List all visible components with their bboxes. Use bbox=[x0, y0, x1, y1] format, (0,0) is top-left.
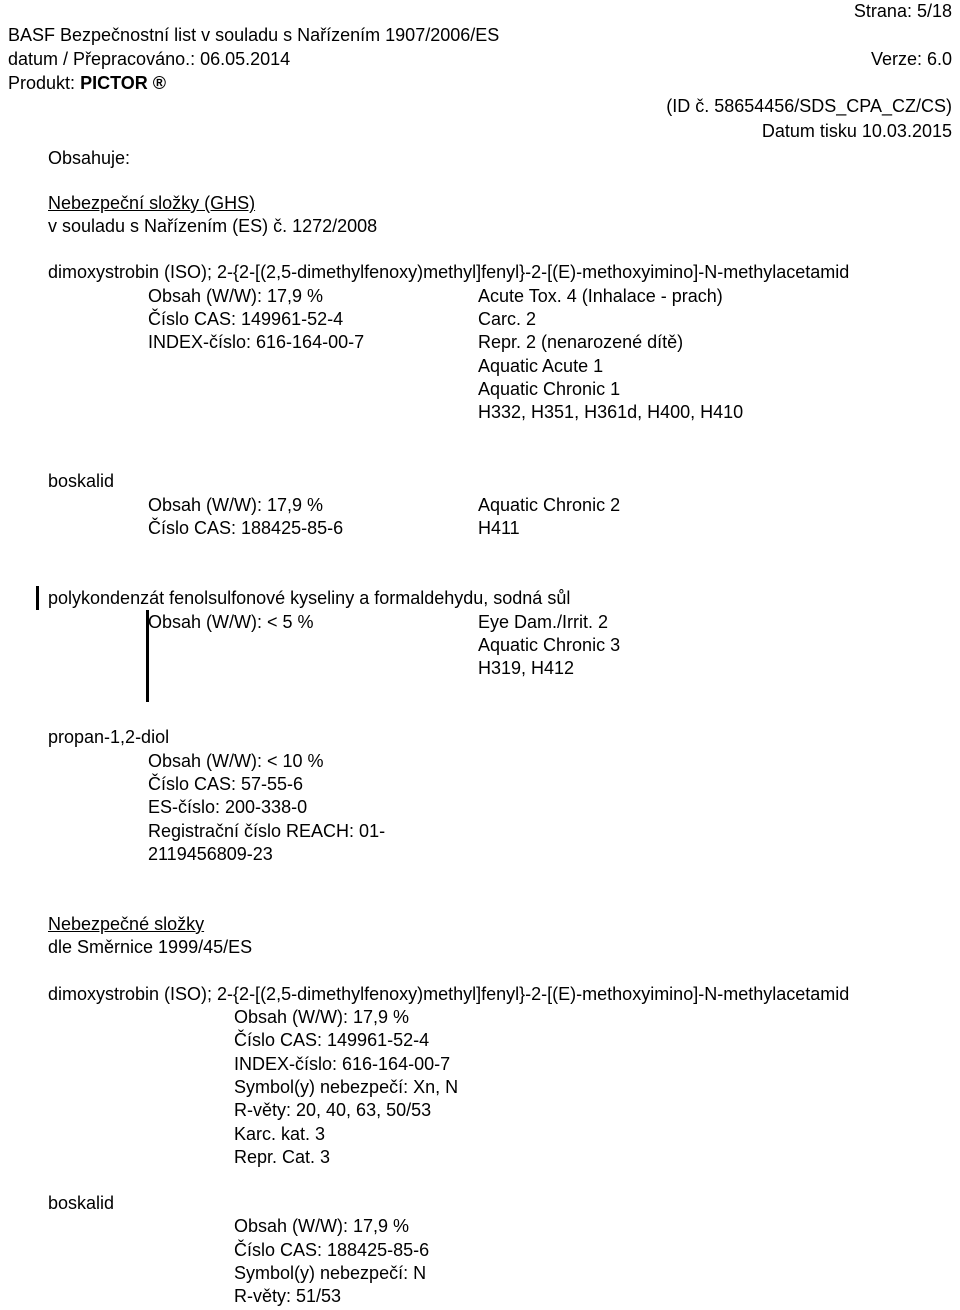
reach-number-cont: 2119456809-23 bbox=[148, 844, 273, 864]
classification: Aquatic Chronic 3 bbox=[478, 635, 621, 655]
hazard-statements: H411 bbox=[478, 518, 520, 538]
classification: Aquatic Chronic 1 bbox=[478, 379, 621, 399]
content-value: Obsah (W/W): 17,9 % bbox=[234, 1216, 410, 1236]
cas-number: Číslo CAS: 149961-52-4 bbox=[234, 1030, 430, 1050]
hazard-symbols: Symbol(y) nebezpečí: Xn, N bbox=[234, 1077, 459, 1097]
index-number: INDEX-číslo: 616-164-00-7 bbox=[234, 1054, 451, 1074]
document-id: (ID č. 58654456/SDS_CPA_CZ/CS) bbox=[666, 96, 952, 116]
hazard-statements: H332, H351, H361d, H400, H410 bbox=[478, 402, 744, 422]
substance-name: polykondenzát fenolsulfonové kyseliny a formaldehydu, sodná sůl bbox=[48, 588, 571, 608]
cas-number: Číslo CAS: 188425-85-6 bbox=[148, 518, 344, 538]
classification: Eye Dam./Irrit. 2 bbox=[478, 612, 609, 632]
cas-number: Číslo CAS: 57-55-6 bbox=[148, 774, 304, 794]
hazard-statements: H319, H412 bbox=[478, 658, 575, 678]
revision-date: datum / Přepracováno.: 06.05.2014 bbox=[8, 49, 291, 69]
hazard-symbols: Symbol(y) nebezpečí: N bbox=[234, 1263, 427, 1283]
contains-label: Obsahuje: bbox=[48, 148, 131, 168]
version: Verze: 6.0 bbox=[870, 49, 952, 69]
content-value: Obsah (W/W): 17,9 % bbox=[148, 495, 324, 515]
substance-name: boskalid bbox=[48, 1193, 115, 1213]
product bbox=[8, 72, 166, 94]
cas-number: Číslo CAS: 149961-52-4 bbox=[148, 309, 344, 329]
content-value: Obsah (W/W): 17,9 % bbox=[148, 286, 324, 306]
classification: Repr. 2 (nenarozené dítě) bbox=[478, 332, 684, 352]
repr-category: Repr. Cat. 3 bbox=[234, 1147, 331, 1167]
index-number: INDEX-číslo: 616-164-00-7 bbox=[148, 332, 365, 352]
revision-bar bbox=[36, 586, 39, 610]
product-label: Produkt: bbox=[8, 73, 76, 93]
carc-category: Karc. kat. 3 bbox=[234, 1124, 326, 1144]
content-value: Obsah (W/W): 17,9 % bbox=[234, 1007, 410, 1027]
substance-name: propan-1,2-diol bbox=[48, 727, 170, 747]
classification: Acute Tox. 4 (Inhalace - prach) bbox=[478, 286, 723, 306]
print-date: Datum tisku 10.03.2015 bbox=[761, 121, 952, 141]
classification: Aquatic Chronic 2 bbox=[478, 495, 621, 515]
content-value: Obsah (W/W): < 5 % bbox=[148, 612, 314, 632]
page-number: Strana: 5/18 bbox=[853, 1, 952, 21]
dsd-subheading: dle Směrnice 1999/45/ES bbox=[48, 937, 253, 957]
r-phrases: R-věty: 51/53 bbox=[234, 1286, 342, 1306]
r-phrases: R-věty: 20, 40, 63, 50/53 bbox=[234, 1100, 432, 1120]
substance-name: dimoxystrobin (ISO); 2-{2-[(2,5-dimethylfenoxy)methyl]fenyl}-2-[(E)-methoxyimino]-N-methylacetamid bbox=[48, 262, 850, 282]
ghs-subheading: v souladu s Nařízením (ES) č. 1272/2008 bbox=[48, 216, 378, 236]
registered-mark: ® bbox=[152, 73, 167, 93]
substance-name: dimoxystrobin (ISO); 2-{2-[(2,5-dimethylfenoxy)methyl]fenyl}-2-[(E)-methoxyimino]-N-methylacetamid bbox=[48, 984, 850, 1004]
reach-number: Registrační číslo REACH: 01- bbox=[148, 821, 386, 841]
substance-name: boskalid bbox=[48, 471, 115, 491]
classification: Carc. 2 bbox=[478, 309, 537, 329]
es-number: ES-číslo: 200-338-0 bbox=[148, 797, 308, 817]
document-title: BASF Bezpečnostní list v souladu s Nařízením 1907/2006/ES bbox=[8, 25, 500, 45]
cas-number: Číslo CAS: 188425-85-6 bbox=[234, 1240, 430, 1260]
classification: Aquatic Acute 1 bbox=[478, 356, 604, 376]
ghs-heading: Nebezpeční složky (GHS) bbox=[48, 193, 256, 213]
product-name: PICTOR bbox=[80, 73, 148, 93]
content-value: Obsah (W/W): < 10 % bbox=[148, 751, 324, 771]
dsd-heading: Nebezpečné složky bbox=[48, 914, 205, 934]
